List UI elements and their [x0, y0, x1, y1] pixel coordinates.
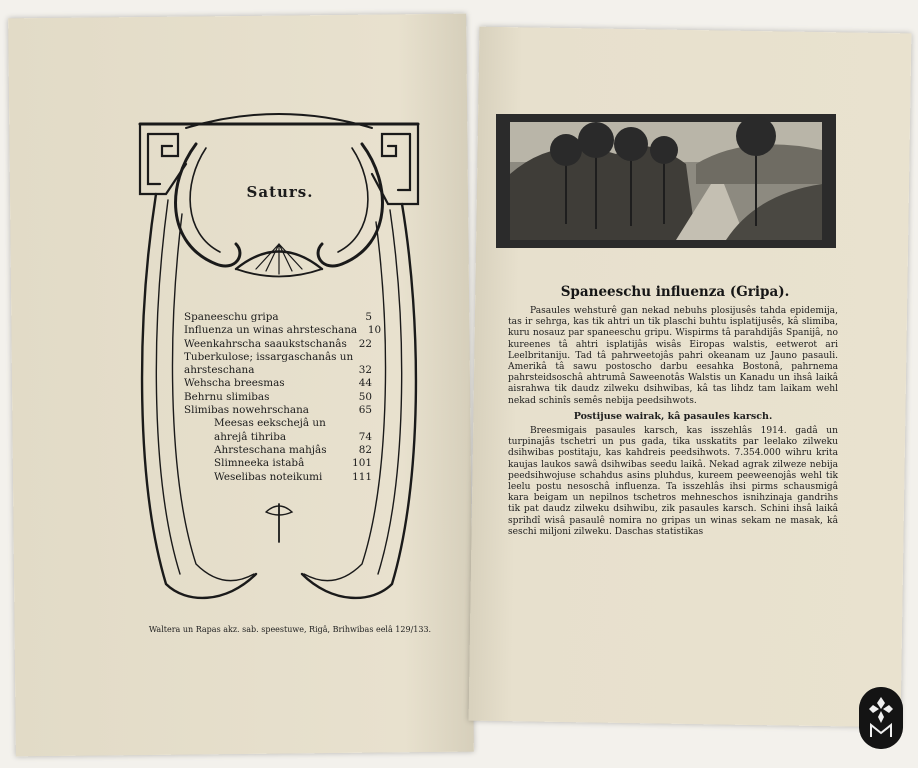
- toc-row: [184, 417, 372, 430]
- toc-label: Behrnu slimibas: [184, 390, 270, 403]
- toc-label: Tuberkulose; issargaschanâs un: [184, 350, 354, 363]
- toc-label: ahrsteschana: [184, 364, 255, 377]
- article-body: [508, 306, 838, 542]
- toc-row: [184, 364, 372, 377]
- toc-label: Weselibas noteikumi: [214, 470, 323, 483]
- toc-label: Influenza un winas ahrsteschana: [184, 324, 358, 337]
- toc-label: ahrejâ tihriba: [214, 430, 287, 443]
- toc-page: 74: [358, 430, 372, 443]
- toc-label: Wehscha breesmas: [184, 377, 285, 390]
- toc-row: [184, 377, 372, 390]
- toc-label: Meesas eekschejâ un: [214, 417, 326, 430]
- table-of-contents: [184, 311, 382, 484]
- toc-page: 10: [367, 324, 382, 337]
- toc-page: 50: [358, 390, 372, 403]
- toc-row: [184, 404, 372, 417]
- toc-row: [184, 444, 372, 457]
- toc-page: [348, 417, 372, 430]
- toc-label: Weenkahrscha saaukstschanâs: [184, 337, 347, 350]
- printer-imprint: Waltera un Rapas akz. sab. speestuwe, Rigâ, Brihwibas eelâ 129/133.: [148, 625, 432, 634]
- toc-row: [184, 338, 372, 351]
- toc-page: 101: [352, 457, 372, 470]
- toc-row: [184, 431, 372, 444]
- toc-row: [184, 311, 372, 324]
- toc-page: 111: [352, 470, 372, 483]
- toc-page: 22: [358, 337, 372, 350]
- article-heading: Spaneeschu influenza (Gripa).: [560, 284, 790, 300]
- landscape-illustration: [496, 114, 836, 248]
- toc-page: 5: [365, 311, 372, 323]
- toc-label: Slimibas nowehrschana: [184, 404, 309, 417]
- toc-page: 82: [358, 443, 372, 456]
- toc-row: [184, 324, 382, 337]
- toc-page: [353, 351, 377, 364]
- toc-row: [184, 351, 372, 364]
- paragraph: Breesmigais pasaules karsch, kas isszehlâs 1914. gadâ un turpinajâs tschetri un pus gada, tika usskatits par leelako zilweku dsihwibas postitaju, kas kahdreis peedsihwots. 7.354.000 wihru krita kaujas laukos sawâ dsihwibas seedu laikâ. Nekad agrak zilweze nebija peedsihwojuse schahdus asins pluhdus, kureem peeweenojâs wehl tik leelu postu nesoschâ influenza. Ta isszehlâs ihsi pirms schausmigâ kara beigam un nepilnos tschetros mehneschos isnihzinaja gandrihs tik pat daudz zilweku dsihwibu, zik pasaules karsch. Schini ihsâ laikâ sprihdî wisâ pasaulê nomira no gripas un winas sekam ne masak, kâ seschi miljoni zilweku. Daschas statistikas: [508, 426, 838, 537]
- article-subheading: Postijuse wairak, kâ pasaules karsch.: [573, 410, 773, 422]
- toc-label: Ahrsteschana mahjâs: [214, 443, 327, 456]
- watermark-logo-icon: [859, 687, 903, 749]
- paragraph: Pasaules wehsturê gan nekad nebuhs plosijusês tahda epidemija, tas ir sehrga, kas tik ahtri un tik plaschi buhtu isplatijusês, kâ slimiba, kuru nosauz par spaneeschu gripu. Wispirms tâ parahdijâs Spanijâ, no kureenes tâ ahtri isplatijâs wisâs Eiropas walstis, eetwerot ari Leelbritaniju. Tad tâ pahrweetojâs pahri okeanam uz Jauno pasauli. Amerikâ tâ sawu postoscho darbu eesahka Bostonâ, pahrnema pahrsteidsoschâ ahtrumâ Saweenotâs Walstis un Kanadu un ihsâ laikâ aisrahwa tik daudz zilweku dsihwibas, kâ tas lihdz tam laikam wehl nekad schinîs semês nebija peedsihwots.: [508, 306, 838, 406]
- toc-page: 44: [358, 377, 372, 390]
- toc-row: [184, 391, 372, 404]
- toc-row: [184, 457, 372, 470]
- toc-page: 65: [358, 404, 372, 417]
- toc-label: Spaneeschu gripa: [184, 311, 279, 323]
- toc-page: 32: [358, 364, 372, 377]
- toc-label: Slimneeka istabâ: [214, 457, 305, 470]
- toc-row: [184, 471, 372, 484]
- toc-title: Saturs.: [246, 183, 314, 201]
